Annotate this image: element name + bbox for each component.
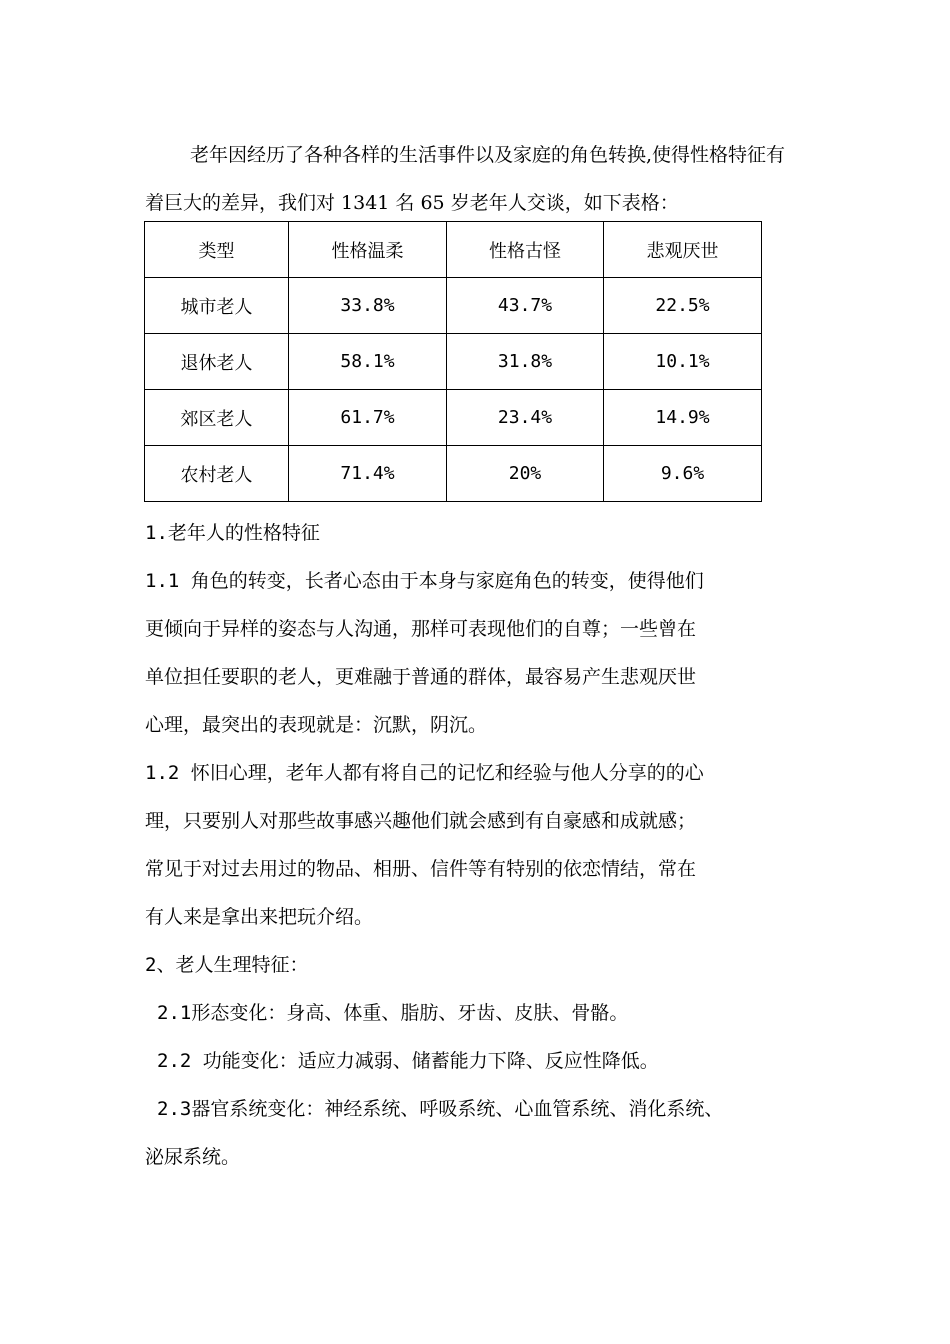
body-text-line: 2.1形态变化：身高、体重、脂肪、牙齿、皮肤、骨骼。 <box>157 1002 629 1024</box>
table-row <box>145 390 762 446</box>
table-cell: 22.5% <box>604 278 762 334</box>
body-text-line: 2.3器官系统变化：神经系统、呼吸系统、心血管系统、消化系统、 <box>157 1098 724 1120</box>
row-label-cell: 农村老人 <box>145 446 289 502</box>
intro-paragraph-line-2: 着巨大的差异，我们对 1341 名 65 岁老年人交谈，如下表格： <box>145 192 679 214</box>
table-cell: 71.4% <box>289 446 447 502</box>
table-cell: 10.1% <box>604 334 762 390</box>
row-label-cell: 退休老人 <box>145 334 289 390</box>
personality-survey-table <box>144 221 762 502</box>
table-cell: 58.1% <box>289 334 447 390</box>
body-text-line: 理，只要别人对那些故事感兴趣他们就会感到有自豪感和成就感； <box>145 810 697 832</box>
body-text-line: 1.1 角色的转变，长者心态由于本身与家庭角色的转变，使得他们 <box>145 570 704 592</box>
table-cell: 31.8% <box>447 334 604 390</box>
row-label-cell: 城市老人 <box>145 278 289 334</box>
section-heading-personality: 1.老年人的性格特征 <box>145 522 320 544</box>
table-cell: 14.9% <box>604 390 762 446</box>
table-header-row <box>145 222 762 278</box>
table-row <box>145 446 762 502</box>
row-label-cell: 郊区老人 <box>145 390 289 446</box>
body-text-line: 单位担任要职的老人，更难融于普通的群体，最容易产生悲观厌世 <box>145 666 697 688</box>
body-text-line: 泌尿系统。 <box>145 1146 241 1168</box>
table-cell: 43.7% <box>447 278 604 334</box>
header-cell-eccentric: 性格古怪 <box>447 222 604 278</box>
header-cell-type: 类型 <box>145 222 289 278</box>
body-text-line: 常见于对过去用过的物品、相册、信件等有特别的依恋情结，常在 <box>145 858 697 880</box>
header-cell-gentle: 性格温柔 <box>289 222 447 278</box>
table-cell: 9.6% <box>604 446 762 502</box>
table-cell: 23.4% <box>447 390 604 446</box>
table-cell: 20% <box>447 446 604 502</box>
body-text-line: 心理，最突出的表现就是：沉默，阴沉。 <box>145 714 488 736</box>
body-text-line: 1.2 怀旧心理，老年人都有将自己的记忆和经验与他人分享的的心 <box>145 762 704 784</box>
section-heading-physiology: 2、老人生理特征： <box>145 954 309 976</box>
body-text-line: 有人来是拿出来把玩介绍。 <box>145 906 374 928</box>
table-cell: 33.8% <box>289 278 447 334</box>
table-cell: 61.7% <box>289 390 447 446</box>
body-text-line: 2.2 功能变化：适应力减弱、储蓄能力下降、反应性降低。 <box>157 1050 659 1072</box>
table-row <box>145 334 762 390</box>
intro-paragraph-line-1: 老年因经历了各种各样的生活事件以及家庭的角色转换,使得性格特征有 <box>190 144 786 166</box>
header-cell-pessimistic: 悲观厌世 <box>604 222 762 278</box>
body-text-line: 更倾向于异样的姿态与人沟通，那样可表现他们的自尊；一些曾在 <box>145 618 697 640</box>
table-row <box>145 278 762 334</box>
